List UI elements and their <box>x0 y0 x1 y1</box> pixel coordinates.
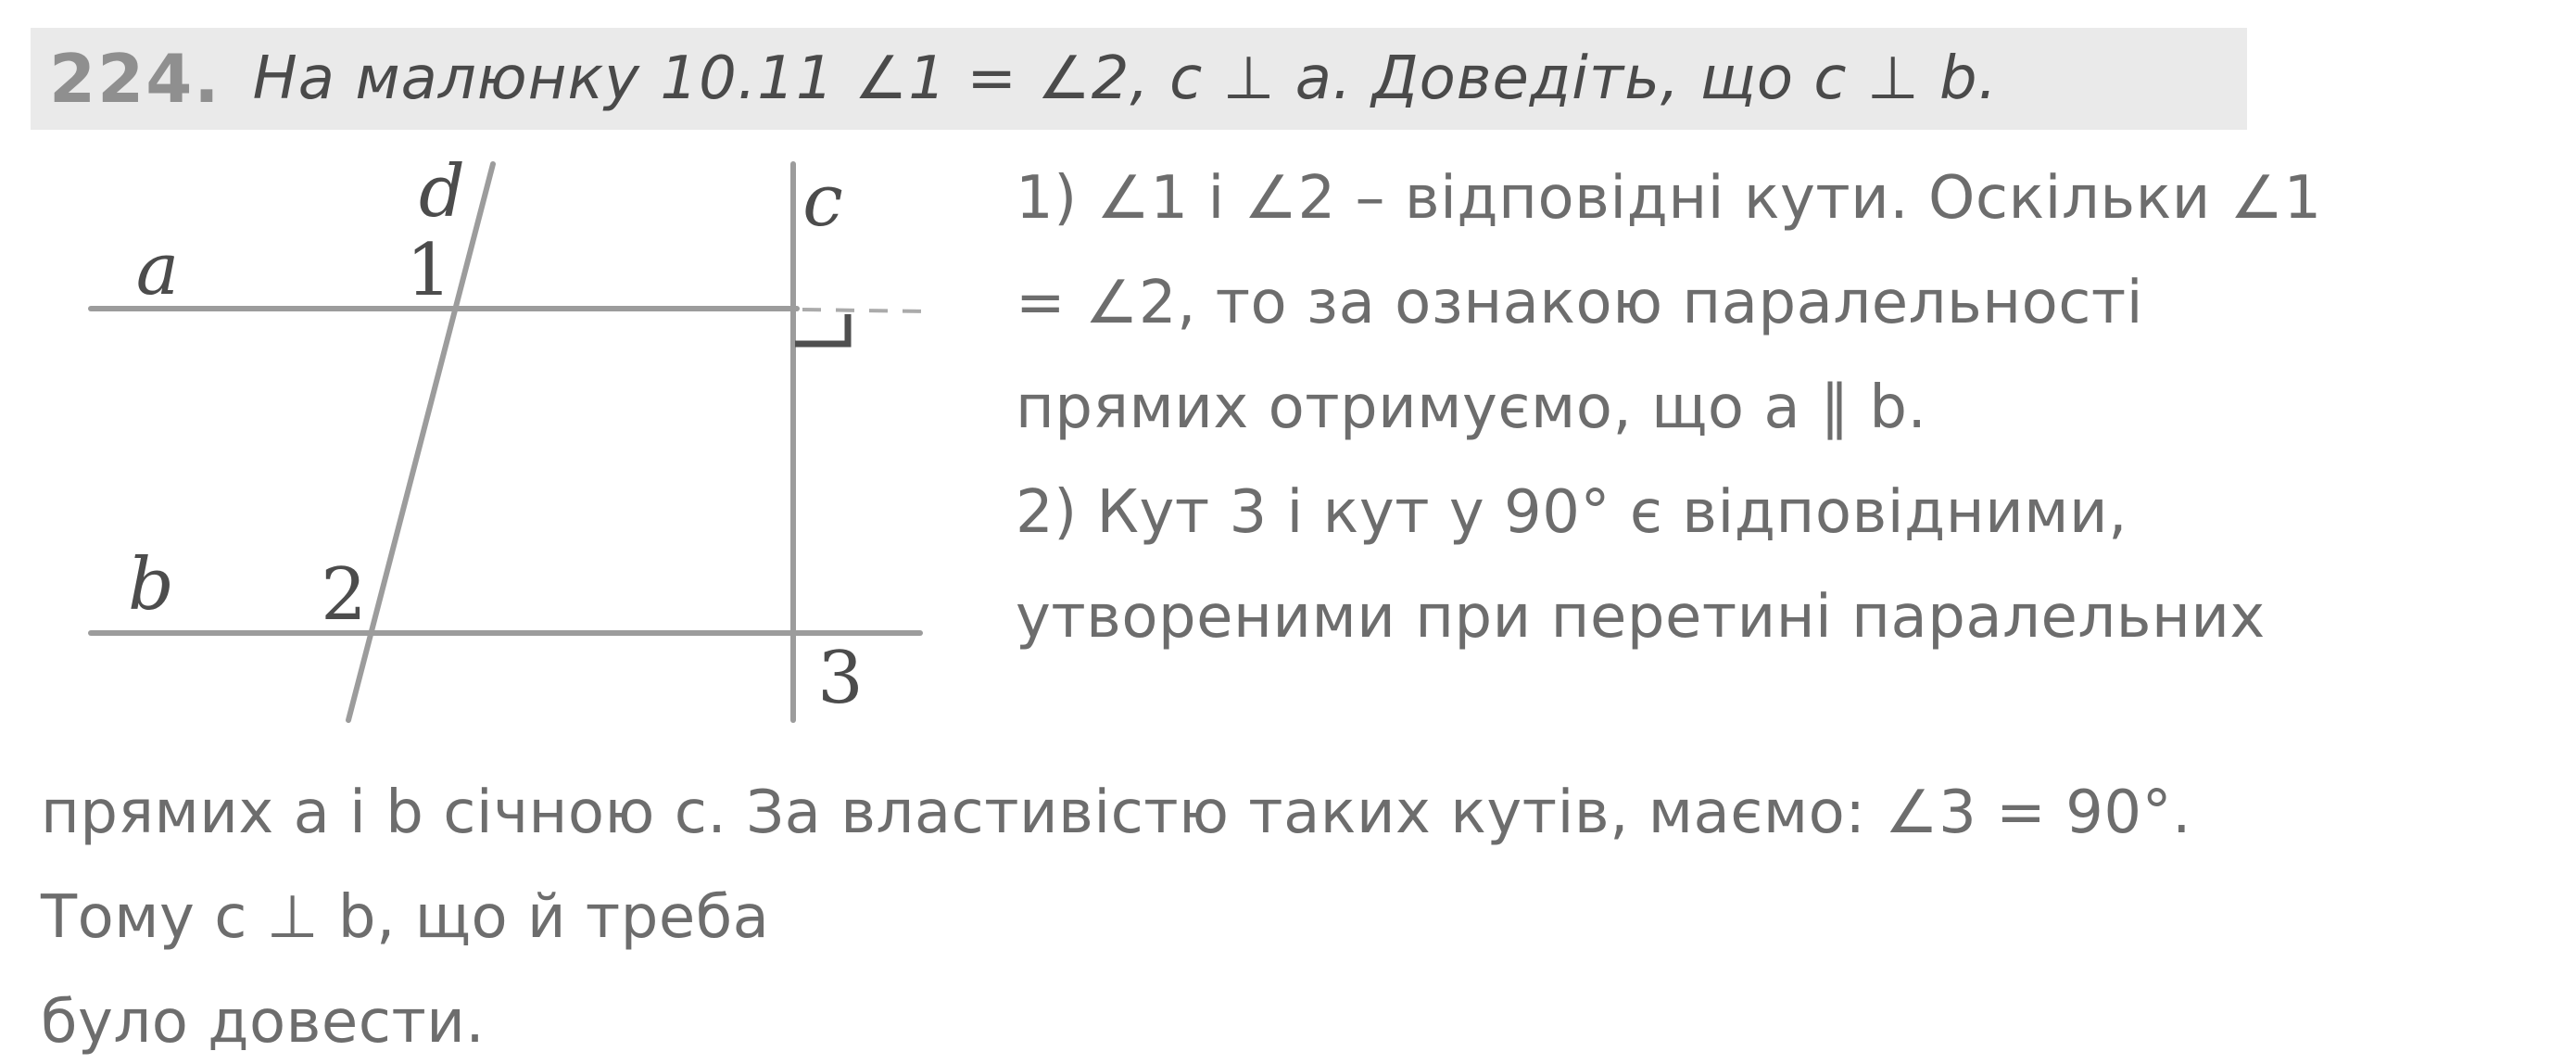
solution-line: = ∠2, то за ознакою паралельності <box>1016 269 2143 337</box>
solution-line: Тому с ⊥ b, що й треба <box>41 883 770 952</box>
label-angle-1: 1 <box>406 229 452 312</box>
label-line-c: c <box>802 159 843 243</box>
label-line-b: b <box>128 543 174 627</box>
solution-line: прямих а і b січною с. За властивістю таких кутів, маємо: ∠3 = 90°. <box>41 779 2191 847</box>
solution-line: прямих отримуємо, що а ∥ b. <box>1016 374 1927 442</box>
label-line-a: a <box>135 228 180 311</box>
solution-line: 2) Кут 3 і кут у 90° є відповідними, <box>1016 478 2128 547</box>
line-a-dashed-extension <box>802 310 927 311</box>
problem-number: 224. <box>49 40 221 118</box>
solution-right-column <box>1016 146 2576 670</box>
solution-line: утвореними при перетині паралельних <box>1016 583 2266 652</box>
label-angle-2: 2 <box>321 553 367 637</box>
label-angle-3: 3 <box>817 637 864 720</box>
geometry-diagram <box>0 0 1001 834</box>
right-angle-mark <box>795 314 848 344</box>
solution-line: було довести. <box>41 988 486 1057</box>
solution-bottom-paragraph <box>41 761 2576 1064</box>
label-line-d: d <box>419 150 465 234</box>
problem-statement: На малюнку 10.11 ∠1 = ∠2, с ⊥ а. Доведіть, що с ⊥ b. <box>252 44 1998 113</box>
solution-line: 1) ∠1 і ∠2 – відповідні кути. Оскільки ∠1 <box>1016 164 2322 233</box>
